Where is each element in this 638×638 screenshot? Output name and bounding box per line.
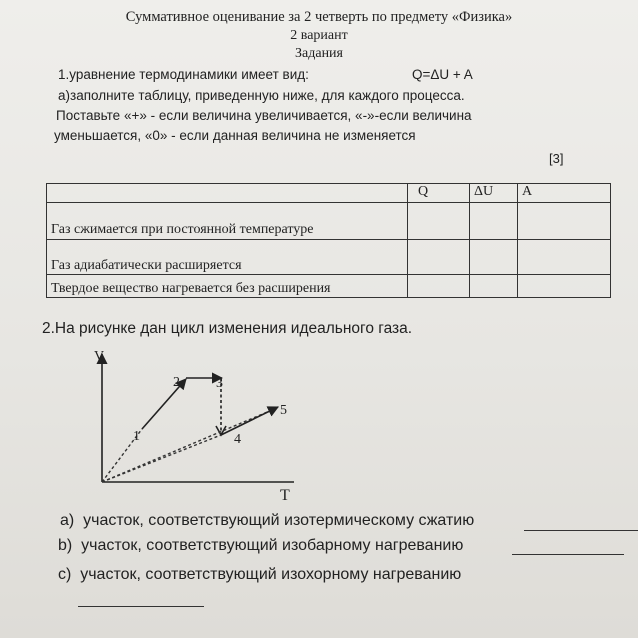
- answer-cell-a[interactable]: [518, 275, 611, 298]
- answer-cell-q[interactable]: [408, 275, 470, 298]
- question-text: участок, соответствующий изотермическому сжатию: [83, 512, 475, 529]
- x-axis-label: T: [280, 487, 290, 502]
- table-header-row: [47, 184, 611, 203]
- question-letter: b): [58, 537, 73, 554]
- variant-label: 2 вариант: [290, 28, 348, 43]
- question-a: [60, 512, 474, 530]
- process-table: [46, 183, 611, 298]
- table-cell-process: Газ адиабатически расширяется: [47, 240, 408, 275]
- task2-intro: 2.На рисунке дан цикл изменения идеального газа.: [42, 320, 413, 337]
- answer-cell-du[interactable]: [470, 240, 518, 275]
- table-row: [47, 275, 611, 298]
- table-header-du: ΔU: [470, 184, 518, 203]
- task1-instruction-line: Поставьте «+» - если величина увеличивается, «-»-если величина: [56, 108, 472, 123]
- question-letter: a): [60, 512, 75, 529]
- answer-cell-du[interactable]: [470, 275, 518, 298]
- answer-blank-a[interactable]: [524, 530, 638, 531]
- answer-blank-b[interactable]: [512, 554, 624, 555]
- table-cell-process: Твердое вещество нагревается без расширения: [47, 275, 408, 298]
- answer-cell-a[interactable]: [518, 203, 611, 240]
- answer-cell-q[interactable]: [408, 203, 470, 240]
- question-text: участок, соответствующий изохорному нагреванию: [80, 566, 462, 583]
- tasks-heading: Задания: [295, 46, 343, 61]
- answer-blank-c[interactable]: [78, 606, 204, 607]
- table-row: [47, 240, 611, 275]
- question-text: участок, соответствующий изобарному нагреванию: [81, 537, 464, 554]
- table-header-cell: [47, 184, 408, 203]
- point-label-2: 2: [173, 375, 180, 390]
- point-label-5: 5: [280, 403, 287, 418]
- question-b: [58, 537, 463, 555]
- dashed-line-to-5: [102, 410, 272, 482]
- task1-equation: Q=ΔU + A: [412, 67, 473, 82]
- y-axis-label: V: [94, 349, 105, 364]
- answer-cell-du[interactable]: [470, 203, 518, 240]
- table-header-a: A: [518, 184, 611, 203]
- task1-intro: 1.уравнение термодинамики имеет вид:: [58, 67, 309, 82]
- score-marker: [3]: [549, 151, 564, 166]
- point-label-4: 4: [234, 432, 241, 447]
- document-title: Суммативное оценивание за 2 четверть по предмету «Физика»: [125, 9, 513, 25]
- task1-instruction-line: уменьшается, «0» - если данная величина не изменяется: [54, 128, 416, 143]
- question-c: [58, 566, 461, 584]
- question-letter: c): [58, 566, 72, 583]
- table-row: [47, 203, 611, 240]
- segment-4-5: [221, 407, 278, 435]
- table-cell-process: Газ сжимается при постоянной температуре: [47, 203, 408, 240]
- task1-instruction-line: а)заполните таблицу, приведенную ниже, для каждого процесса.: [58, 88, 465, 103]
- answer-cell-a[interactable]: [518, 240, 611, 275]
- cycle-graph: [82, 342, 312, 502]
- point-label-3: 3: [216, 376, 223, 391]
- answer-cell-q[interactable]: [408, 240, 470, 275]
- table-header-q: Q: [408, 184, 470, 203]
- point-label-1: 1: [133, 429, 140, 444]
